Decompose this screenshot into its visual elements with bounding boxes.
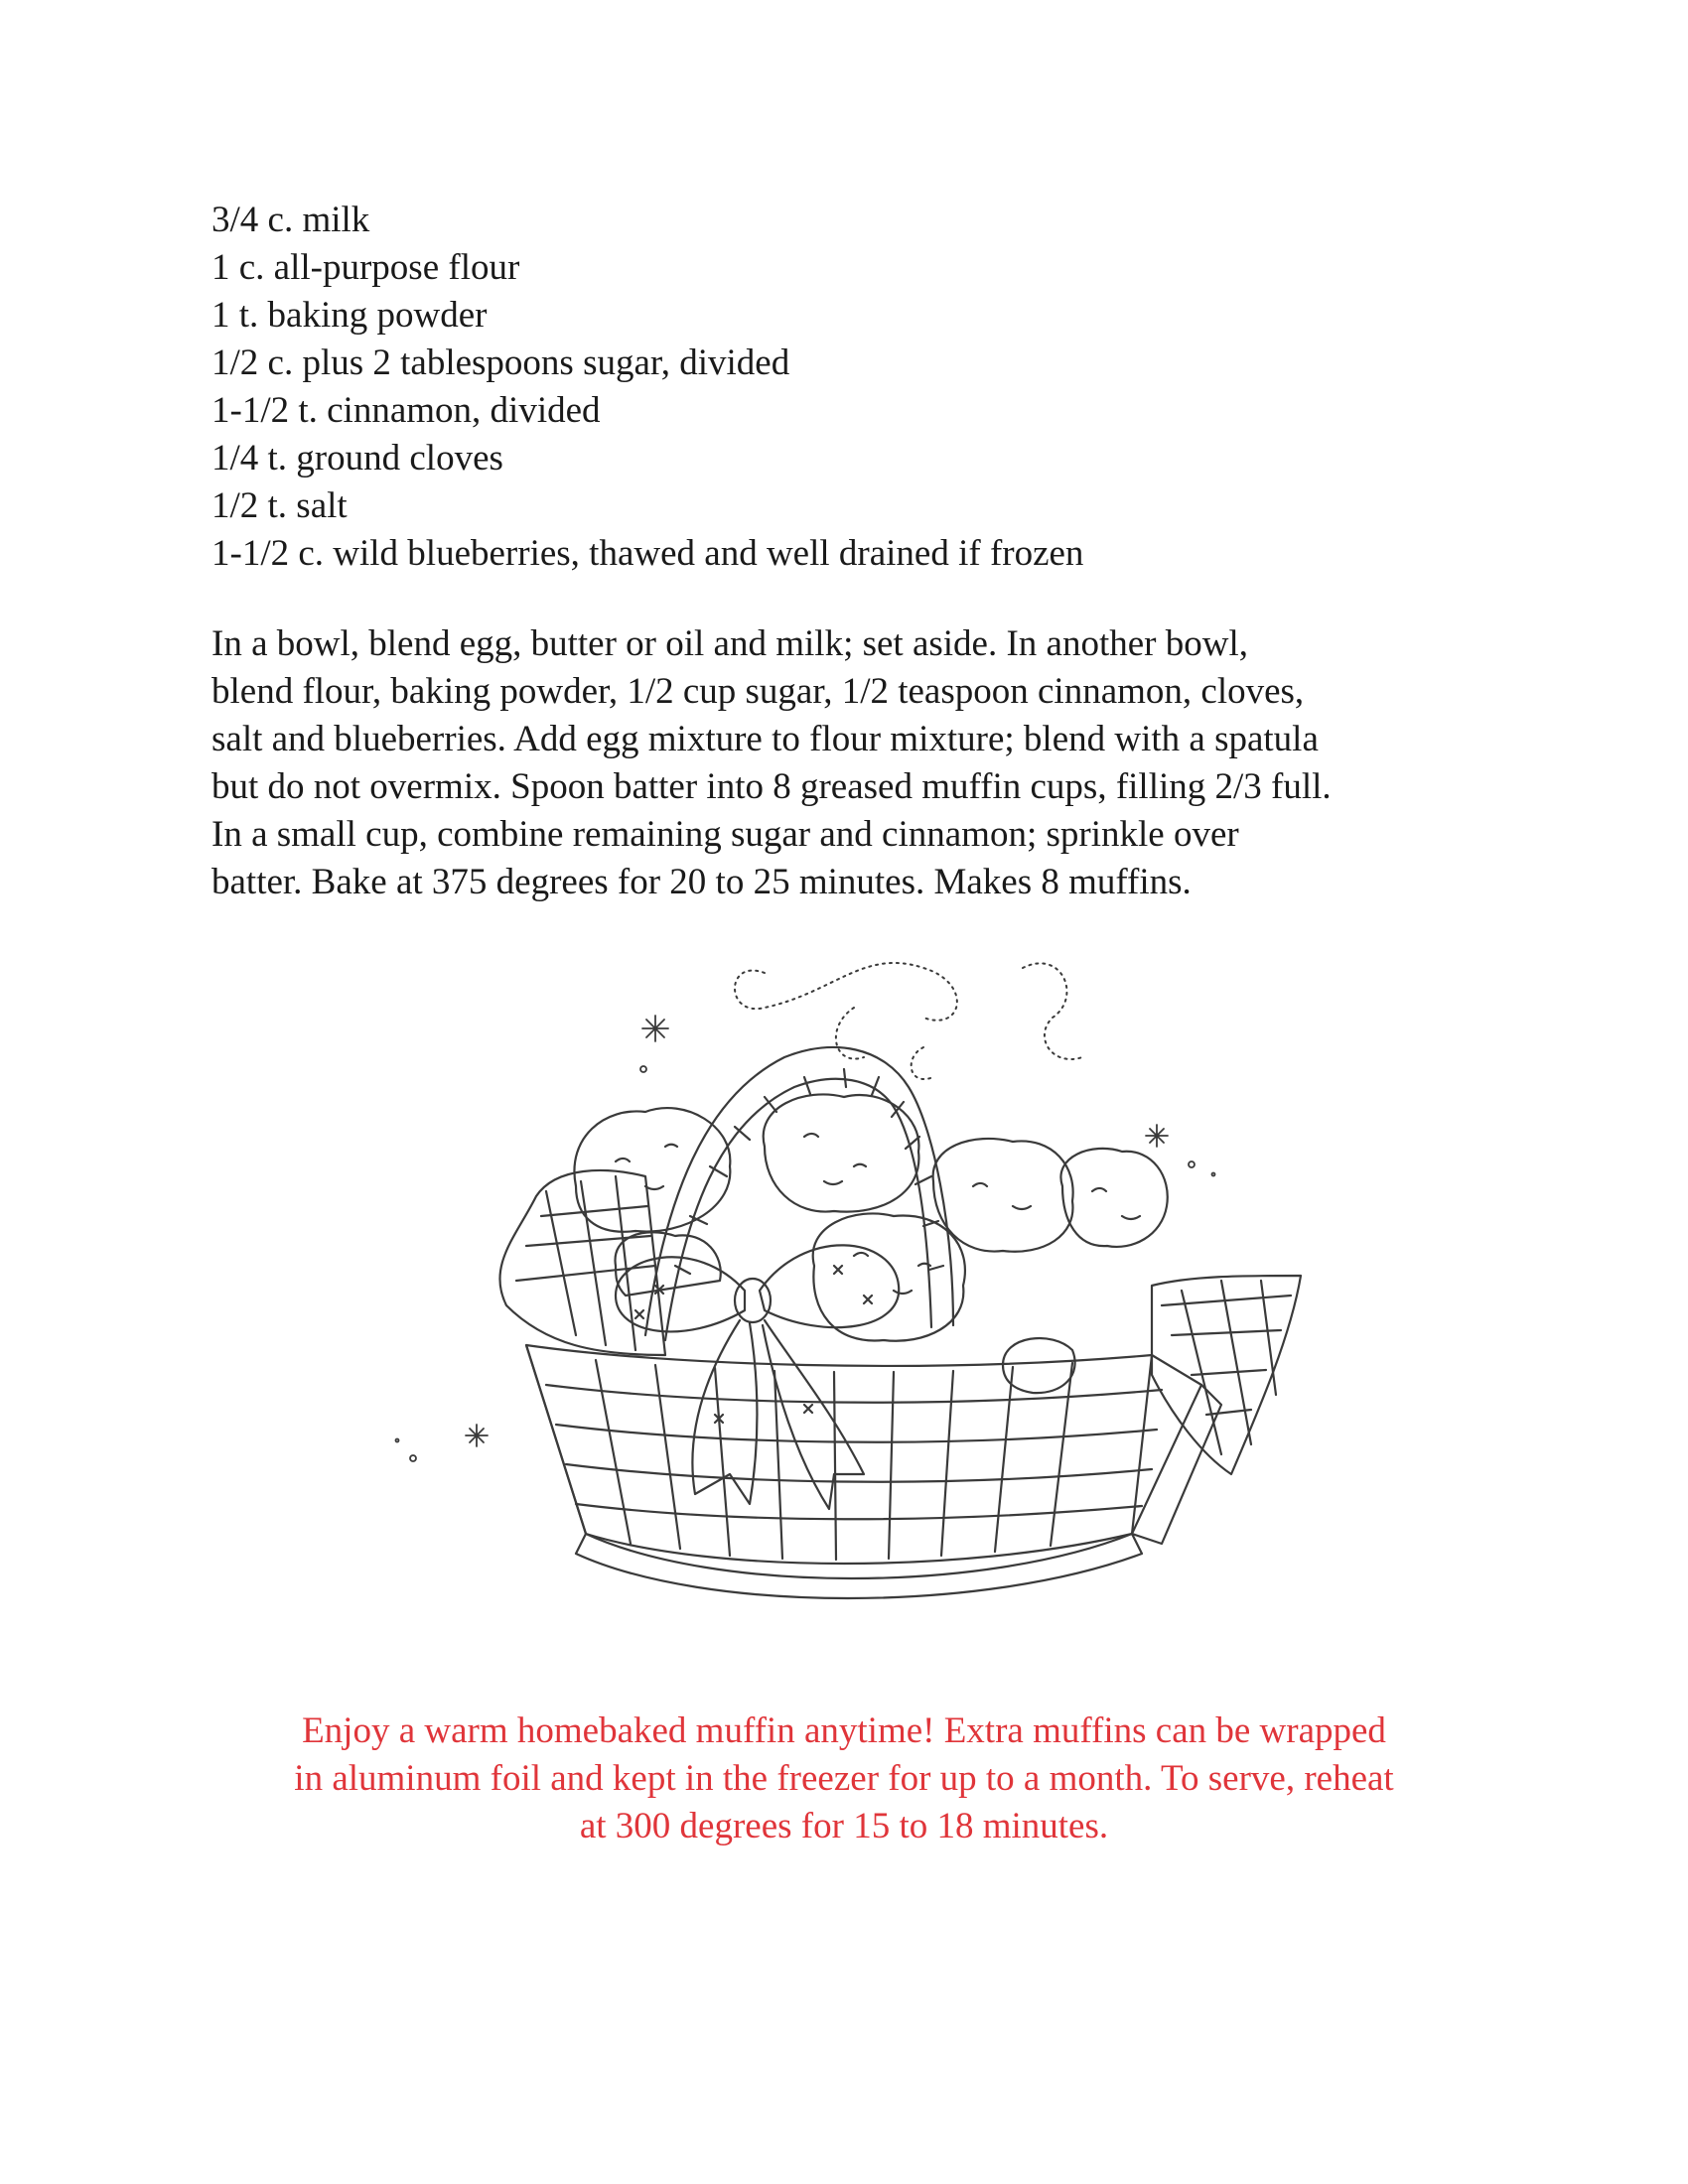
- ingredient-item: 1-1/2 c. wild blueberries, thawed and well drained if frozen: [211, 533, 1084, 574]
- directions-line: blend flour, baking powder, 1/2 cup sugar, 1/2 teaspoon cinnamon, cloves,: [211, 671, 1305, 712]
- directions-line: In a small cup, combine remaining sugar and cinnamon; sprinkle over: [211, 814, 1239, 855]
- ingredient-list: [211, 197, 1502, 578]
- ingredient-item: 3/4 c. milk: [211, 200, 370, 240]
- ingredient-item: 1 c. all-purpose flour: [211, 247, 520, 288]
- ingredient-item: 1/2 t. salt: [211, 485, 348, 526]
- ingredient-item: 1/2 c. plus 2 tablespoons sugar, divided: [211, 342, 790, 383]
- directions-line: but do not overmix. Spoon batter into 8 greased muffin cups, filling 2/3 full.: [211, 766, 1332, 807]
- ingredient-item: 1 t. baking powder: [211, 295, 488, 336]
- tip-line: at 300 degrees for 15 to 18 minutes.: [579, 1806, 1109, 1846]
- tip-line: Enjoy a warm homebaked muffin anytime! Extra muffins can be wrapped: [302, 1710, 1386, 1751]
- ingredient-item: 1/4 t. ground cloves: [211, 438, 503, 478]
- directions-paragraph: [211, 620, 1502, 906]
- directions-line: batter. Bake at 375 degrees for 20 to 25 minutes. Makes 8 muffins.: [211, 862, 1192, 902]
- directions-line: salt and blueberries. Add egg mixture to flour mixture; blend with a spatula: [211, 719, 1319, 759]
- basket-body: [526, 1345, 1221, 1598]
- tip-line: in aluminum foil and kept in the freezer for up to a month. To serve, reheat: [294, 1758, 1394, 1799]
- ingredient-item: 1-1/2 t. cinnamon, divided: [211, 390, 601, 431]
- muffin-basket-illustration: [367, 938, 1321, 1638]
- basket-handle: [645, 1047, 953, 1340]
- steam-swirls: [735, 963, 1082, 1079]
- directions-line: In a bowl, blend egg, butter or oil and milk; set aside. In another bowl,: [211, 623, 1248, 664]
- serving-tip: [199, 1707, 1489, 1850]
